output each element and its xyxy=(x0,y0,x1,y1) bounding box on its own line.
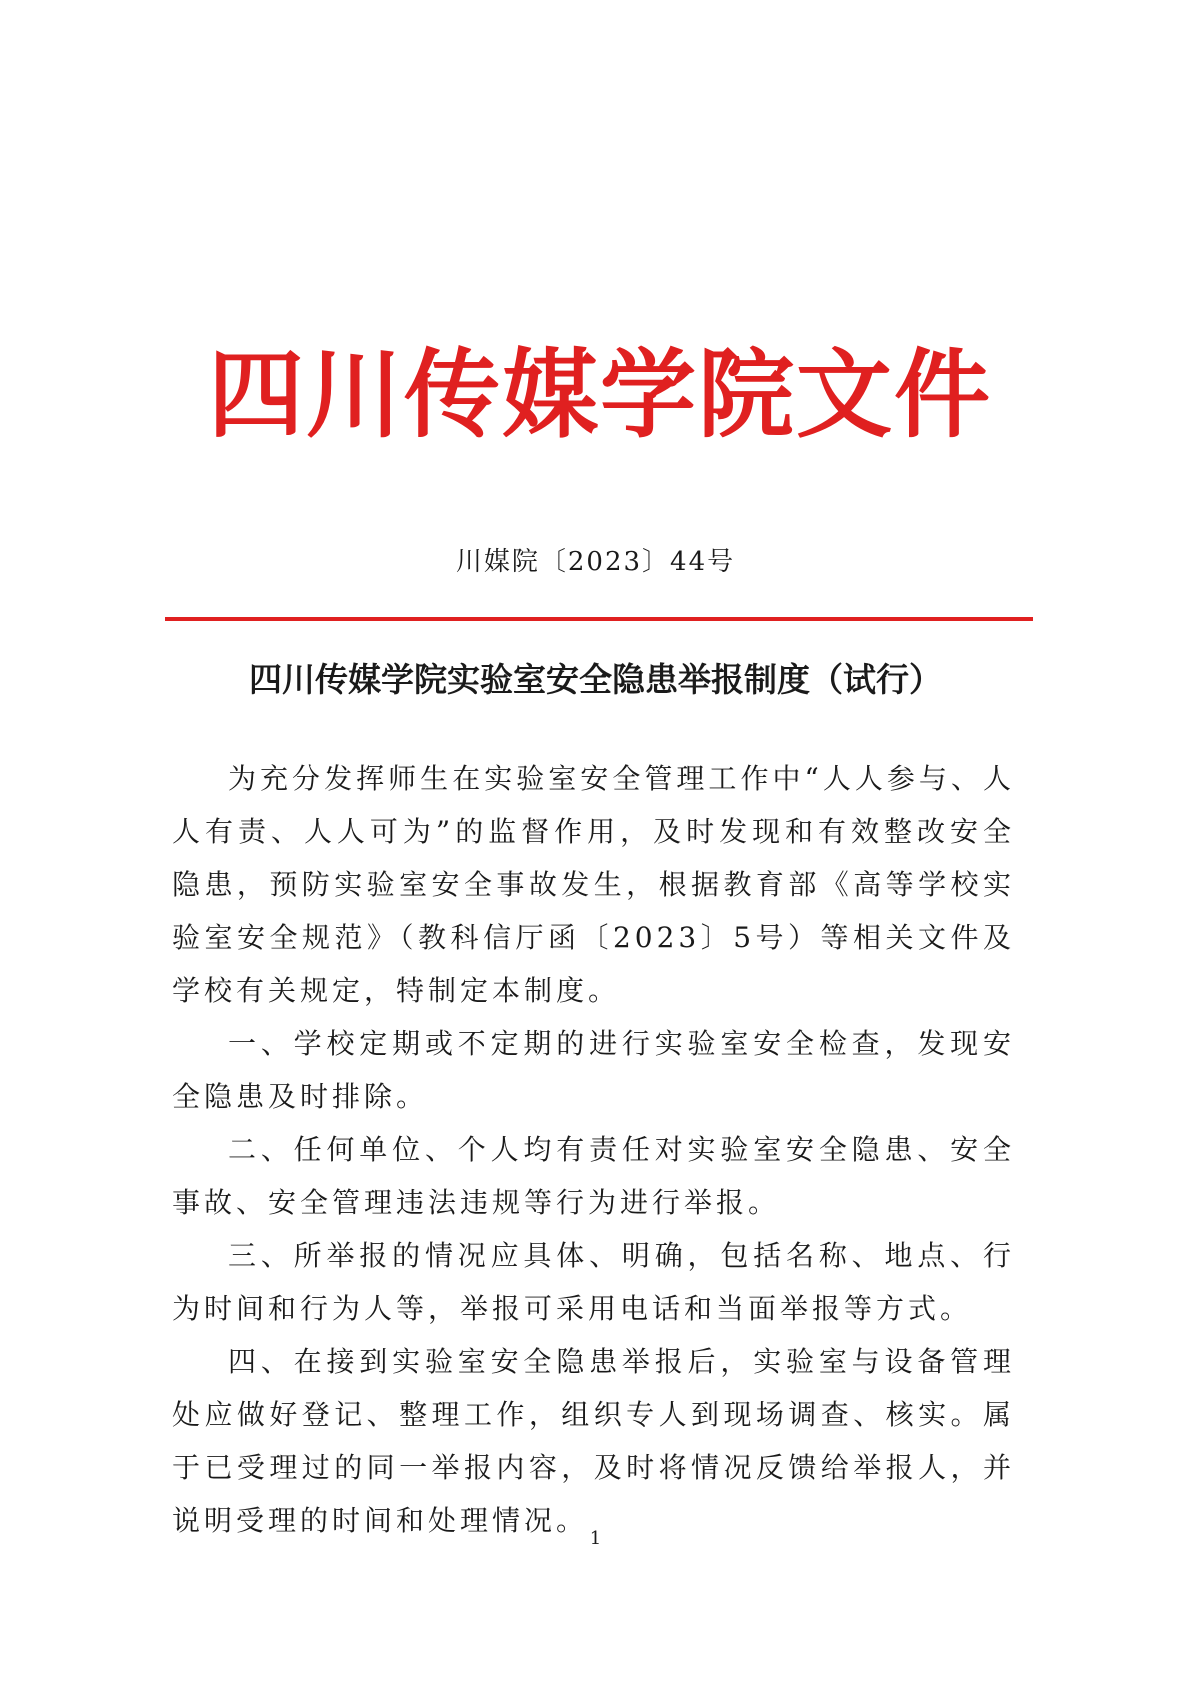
page-number: 1 xyxy=(589,1528,602,1549)
masthead-title: 四川传媒学院文件 xyxy=(208,339,992,451)
red-divider-line xyxy=(165,617,1033,621)
paragraph-item-4: 四、在接到实验室安全隐患举报后，实验室与设备管理处应做好登记、整理工作，组织专人到现场调查、核实。属于已受理过的同一举报内容，及时将情况反馈给举报人，并说明受理的时间和处理情况。 xyxy=(172,1345,1015,1537)
document-number: 川媒院〔2023〕44号 xyxy=(455,547,736,577)
document-title: 四川传媒学院实验室安全隐患举报制度（试行） xyxy=(249,660,942,699)
paragraph-item-2: 二、任何单位、个人均有责任对实验室安全隐患、安全事故、安全管理违法违规等行为进行举报。 xyxy=(172,1133,1015,1219)
paragraph-item-1: 一、学校定期或不定期的进行实验室安全检查，发现安全隐患及时排除。 xyxy=(172,1027,1015,1113)
document-body xyxy=(172,752,1015,1547)
paragraph-intro: 为充分发挥师生在实验室安全管理工作中“人人参与、人人有责、人人可为”的监督作用，及时发现和有效整改安全隐患，预防实验室安全事故发生，根据教育部《高等学校实验室安全规范》（教科信厅函〔2023〕5号）等相关文件及学校有关规定，特制定本制度。 xyxy=(172,762,1015,1007)
paragraph-item-3: 三、所举报的情况应具体、明确，包括名称、地点、行为时间和行为人等，举报可采用电话和当面举报等方式。 xyxy=(172,1239,1015,1325)
